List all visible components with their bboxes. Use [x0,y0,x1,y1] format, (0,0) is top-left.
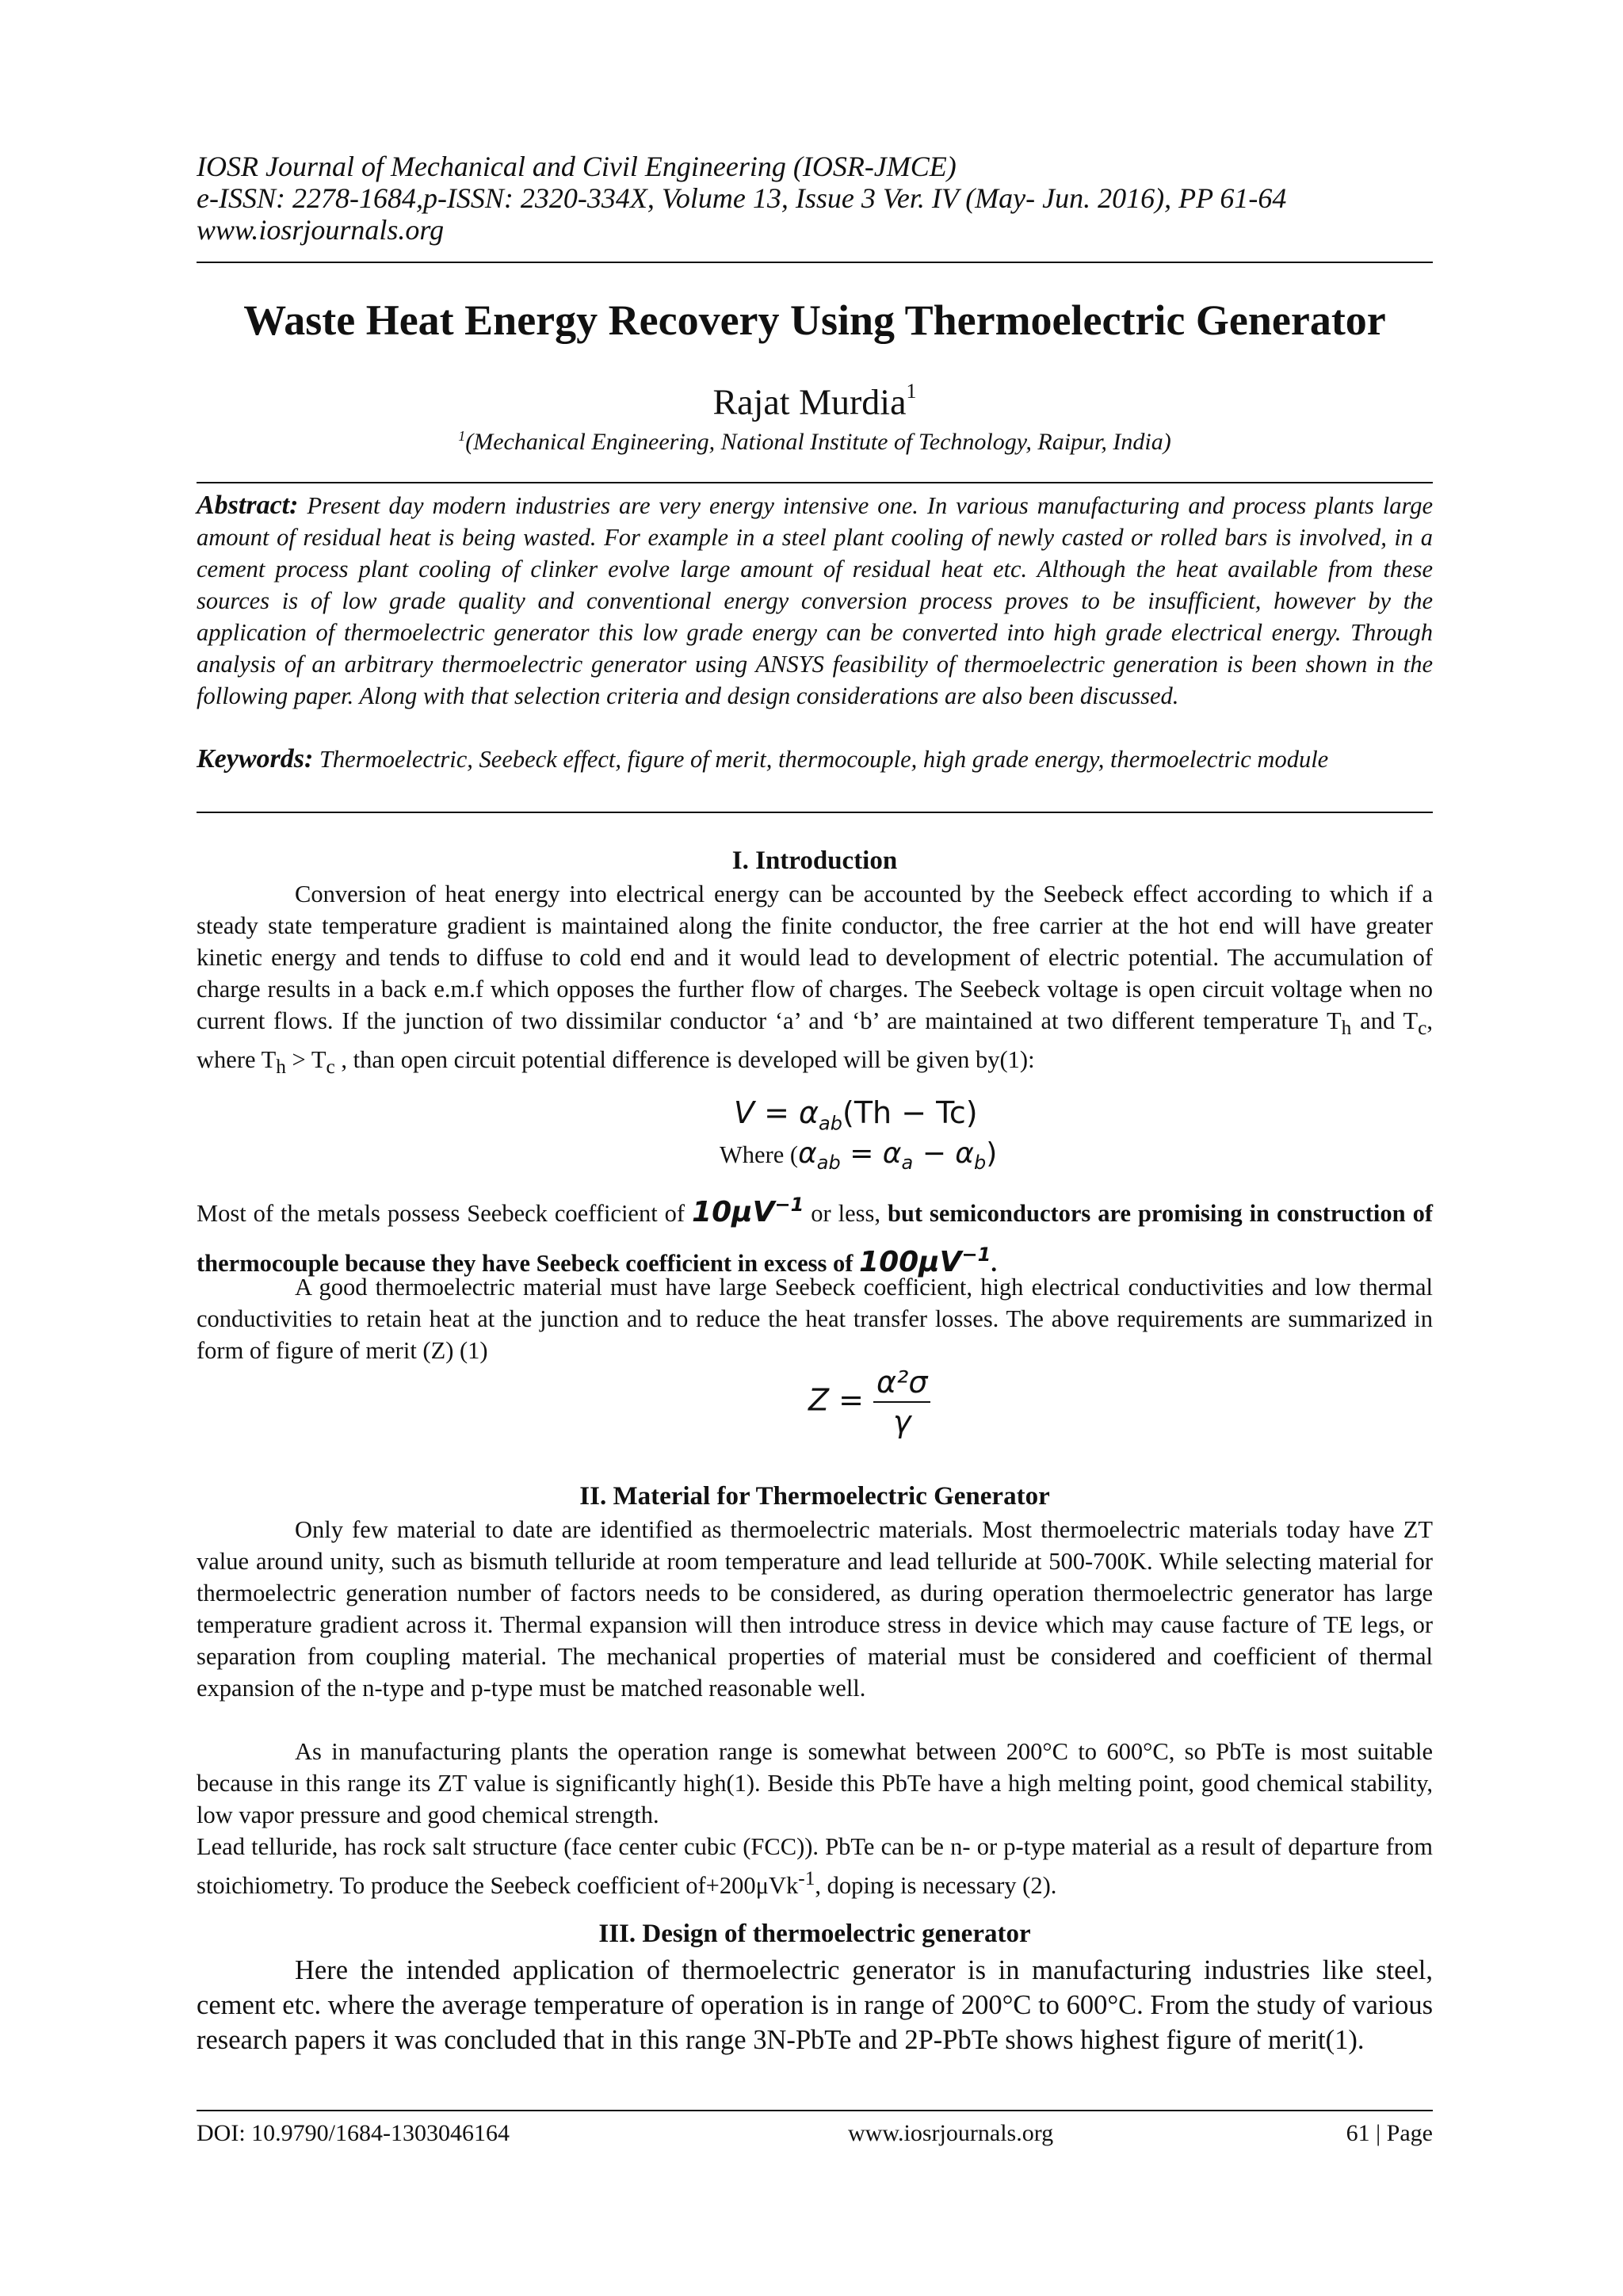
figure-of-merit-fraction: $\frac{\text{α²σ}}{\gamma}$ [873,1365,930,1439]
journal-issn: e-ISSN: 2278-1684,p-ISSN: 2320-334X, Volume 13, Issue 3 Ver. IV (May- Jun. 2016), PP 61-64 [197,182,1287,214]
equation-seebeck-voltage: $V = \alpha_{ab}(Th - Tc)$ [734,1095,978,1135]
header-divider [197,262,1433,263]
author-name [197,372,1433,424]
section-heading-introduction: I. Introduction [731,846,898,875]
journal-website: www.iosrjournals.org [197,214,445,246]
equation-figure-of-merit: Z = $\frac{\text{α²σ}}{\gamma}$ [808,1365,930,1439]
section-heading-material: II. Material for Thermoelectric Generator [579,1482,1050,1511]
author-superscript: 1 [906,380,917,403]
seebeck-coefficient-semiconductors: $100\mu V^{-1}$ [859,1244,991,1278]
keywords-label: Keywords: [197,744,314,774]
keywords [197,743,1433,775]
material-paragraph-1: Only few material to date are identified as thermoelectric materials. Most thermoelectric materials today have ZT value around unity, such as bismuth telluride at room temperature and lead telluride at 500-700K. While selecting material for thermoelectric generation number of factors needs to be considered, as during operation thermoelectric generator has large temperature gradient across it. Thermal expansion will then introduce stress in device which may cause facture of TE legs, or separation from coupling material. The mechanical properties of material must be considered and coefficient of thermal expansion of the n-type and p-type must be matched reasonable well. [197,1516,1433,1702]
material-paragraph-2: As in manufacturing plants the operation range is somewhat between 200°C to 600°C, so PbTe is most suitable because in this range its ZT value is significantly high(1). Beside this PbTe have a high melting point, good chemical stability, low vapor pressure and good chemical strength. [197,1738,1433,1828]
keywords-text: Thermoelectric, Seebeck effect, figure of merit, thermocouple, high grade energy, thermoelectric module [319,746,1329,773]
where-label: Where ( [720,1141,799,1168]
journal-header [197,151,1433,246]
section-heading-design: III. Design of thermoelectric generator [598,1920,1031,1948]
equation-alpha-ab: $\alpha_{ab} = \alpha_a - \alpha_b$) [798,1137,998,1175]
abstract [197,490,1433,712]
abstract-text: Present day modern industries are very energy intensive one. In various manufacturing and process plants large amount of residual heat is being wasted. For example in a steel plant cooling of newly casted or rolled bars is involved, in a cement process plant cooling of clinker evolve large amount of residual heat etc. Although the heat available from these sources is of low grade quality and conventional energy conversion process proves to be insufficient, however by the application of thermoelectric generator this low grade energy can be converted into high grade electrical energy. Through analysis of an arbitrary thermoelectric generator using ANSYS feasibility of thermoelectric generation is been shown in the following paper. Along with that selection criteria and design considerations are also been discussed. [197,492,1434,709]
journal-name: IOSR Journal of Mechanical and Civil Engineering (IOSR-JMCE) [197,151,957,182]
affiliation-text: (Mechanical Engineering, National Institute of Technology, Raipur, India) [465,429,1171,455]
intro-paragraph-3: A good thermoelectric material must have large Seebeck coefficient, high electrical conductivities and low thermal conductivities to retain heat at the junction and to reduce the heat transfer losses. The above requirements are summarized in form of figure of merit (Z) (1) [197,1274,1433,1364]
seebeck-coefficient-metals: $10\mu V^{-1}$ [692,1194,804,1228]
footer-website: www.iosrjournals.org [848,2120,1054,2146]
intro-paragraph-1: Conversion of heat energy into electrical energy can be accounted by the Seebeck effect according to which if a steady state temperature gradient is maintained along the finite conductor, the free carrier at the hot end will have greater kinetic energy and tends to diffuse to cold end and it would lead to development of electric potential. The accumulation of charge results in a back e.m.f which opposes the further flow of charges. The Seebeck voltage is open circuit voltage when no current flows. If the junction of two dissimilar conductor ‘a’ and ‘b’ are maintained at two different temperature $T_h$ and $T_c$, where $T_h > T_c$ , than open circuit potential difference is developed will be given by(1): [197,881,1433,1079]
abstract-label: Abstract: [197,491,299,520]
footer-divider [197,2110,1433,2111]
intro-paragraph-2: Most of the metals possess Seebeck coefficient of $10\mu V^{-1}$ or less, but semiconductors are promising in construction of thermocouple because they have Seebeck coefficient in excess of $100\mu V^{-1}$. [197,1194,1433,1278]
footer-doi: DOI: 10.9790/1684-1303046164 [197,2120,510,2146]
footer-page-number: 61 | Page [1346,2120,1433,2146]
author-text: Rajat Murdia [712,381,907,422]
paper-title: Waste Heat Energy Recovery Using Thermoelectric Generator [243,296,1386,344]
material-paragraph-3: Lead telluride, has rock salt structure (face center cubic (FCC)). PbTe can be n- or p-type material as a result of departure from stoichiometry. To produce the Seebeck coefficient of+200μVk$^{-1}$, doping is necessary (2). [197,1833,1433,1900]
equation-where-line [197,1138,1433,1179]
abstract-bottom-divider [197,812,1433,813]
author-affiliation [197,420,1433,458]
design-paragraph-1: Here the intended application of thermoelectric generator is in manufacturing industries like steel, cement etc. where the average temperature of operation is in range of 200°C to 600°C. From the study of various research papers it was concluded that in this range 3N-PbTe and 2P-PbTe shows highest figure of merit(1). [197,1955,1433,2055]
abstract-top-divider [197,482,1433,483]
affiliation-superscript: 1 [458,428,466,444]
